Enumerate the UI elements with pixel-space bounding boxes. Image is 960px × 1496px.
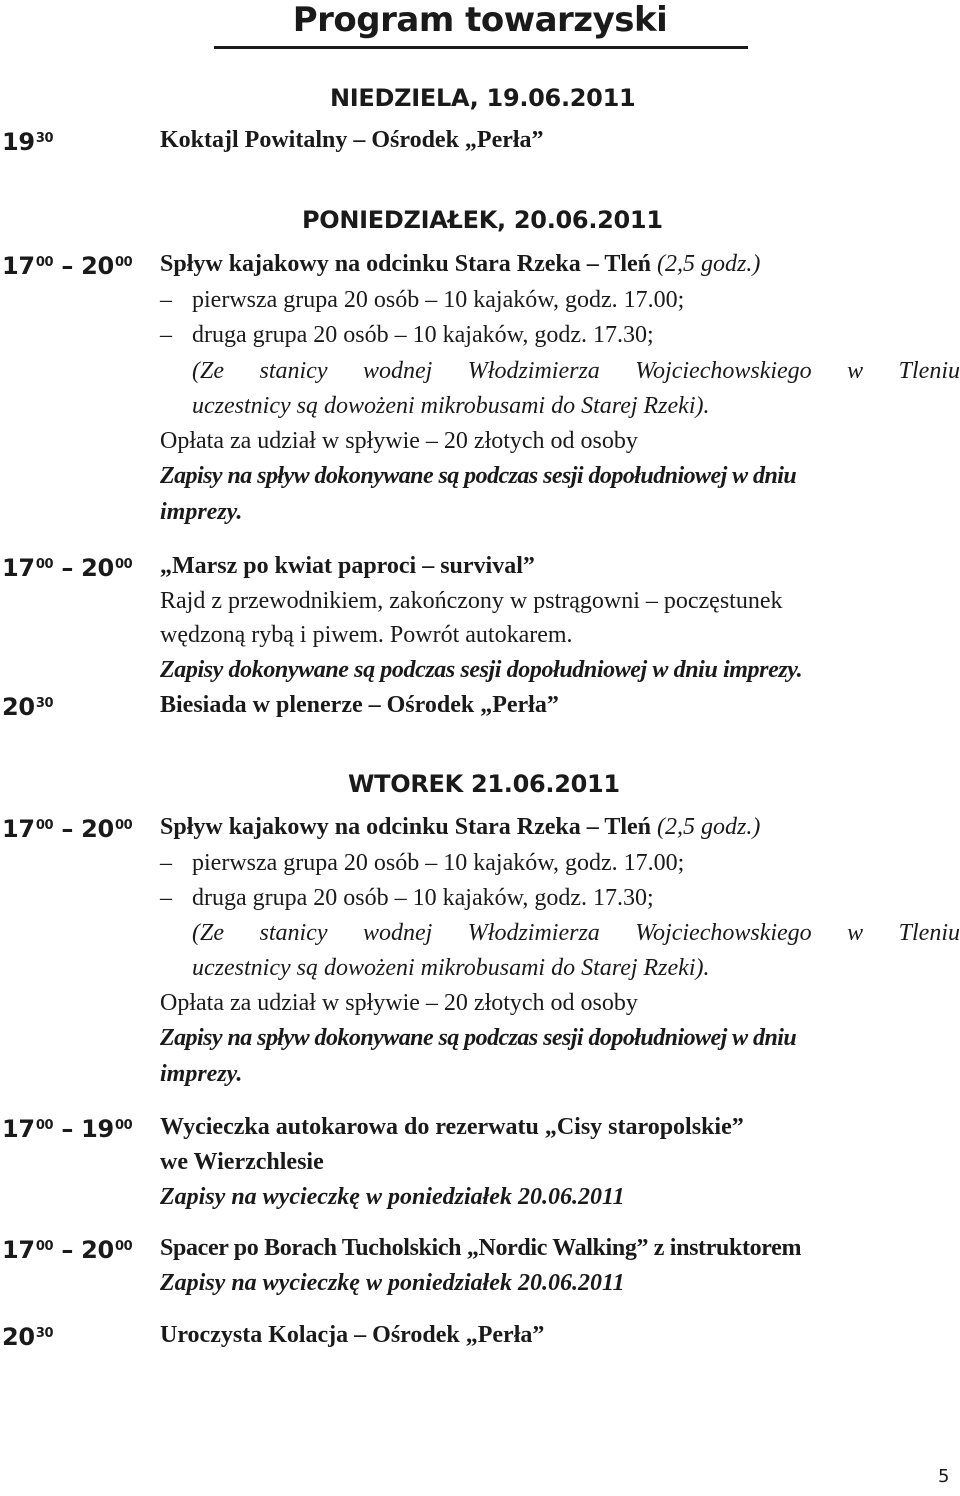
list-item: – druga grupa 20 osób – 10 kajaków, godz. 17.30; [160, 885, 654, 911]
event-time: $19^{30}$ [2, 128, 54, 156]
day-header-tuesday: WTOREK 21.06.2011 [348, 770, 620, 798]
event-title: Uroczysta Kolacja – Ośrodek „Perła” [160, 1322, 545, 1348]
event-time: $17^{00} - 19^{00}$ [2, 1115, 133, 1143]
page-title: Program towarzyski [292, 0, 668, 40]
event-note: uczestnicy są dowożeni mikrobusami do Starej Rzeki). [192, 955, 710, 981]
event-title: Wycieczka autokarowa do rezerwatu „Cisy staropolskie” [160, 1114, 744, 1140]
event-signup: Zapisy na wycieczkę w poniedziałek 20.06.2011 [160, 1184, 625, 1210]
page-number: 5 [938, 1466, 950, 1487]
event-note: (Ze stanicy wodnej Włodzimierza Wojciechowskiego w Tleniu [192, 358, 960, 384]
event-time: $17^{00} - 20^{00}$ [2, 1236, 133, 1264]
event-time: $20^{30}$ [2, 1323, 54, 1351]
event-time: $17^{00} - 20^{00}$ [2, 554, 133, 582]
event-fee: Opłata za udział w spływie – 20 złotych od osoby [160, 428, 638, 454]
day-header-monday: PONIEDZIAŁEK, 20.06.2011 [302, 206, 663, 234]
event-time: $17^{00} - 20^{00}$ [2, 252, 133, 280]
event-title: Spływ kajakowy na odcinku Stara Rzeka – Tleń (2,5 godz.) [160, 251, 761, 277]
event-signup: imprezy. [160, 499, 243, 525]
event-title: we Wierzchlesie [160, 1149, 324, 1175]
event-title: Spływ kajakowy na odcinku Stara Rzeka – Tleń (2,5 godz.) [160, 814, 761, 840]
event-signup: Zapisy na spływ dokonywane są podczas sesji dopołudniowej w dniu [160, 1025, 797, 1051]
event-signup: Zapisy dokonywane są podczas sesji dopołudniowej w dniu imprezy. [160, 657, 803, 683]
event-time: $20^{30}$ [2, 693, 54, 721]
event-title: Biesiada w plenerze – Ośrodek „Perła” [160, 692, 559, 718]
event-description: Rajd z przewodnikiem, zakończony w pstrągowni – poczęstunek [160, 588, 783, 614]
event-signup: Zapisy na wycieczkę w poniedziałek 20.06.2011 [160, 1270, 625, 1296]
list-item: – druga grupa 20 osób – 10 kajaków, godz. 17.30; [160, 322, 654, 348]
event-fee: Opłata za udział w spływie – 20 złotych od osoby [160, 990, 638, 1016]
event-title: Spacer po Borach Tucholskich „Nordic Walking” z instruktorem [160, 1235, 802, 1261]
list-item: – pierwsza grupa 20 osób – 10 kajaków, godz. 17.00; [160, 850, 685, 876]
event-signup: Zapisy na spływ dokonywane są podczas sesji dopołudniowej w dniu [160, 463, 797, 489]
event-note: (Ze stanicy wodnej Włodzimierza Wojciechowskiego w Tleniu [192, 920, 960, 946]
event-time: $17^{00} - 20^{00}$ [2, 815, 133, 843]
event-description: wędzoną rybą i piwem. Powrót autokarem. [160, 622, 573, 648]
event-title: Koktajl Powitalny – Ośrodek „Perła” [160, 127, 544, 153]
event-note: uczestnicy są dowożeni mikrobusami do Starej Rzeki). [192, 393, 710, 419]
event-title: „Marsz po kwiat paproci – survival” [160, 553, 535, 579]
title-underline [214, 46, 748, 49]
list-item: – pierwsza grupa 20 osób – 10 kajaków, godz. 17.00; [160, 287, 685, 313]
day-header-sunday: NIEDZIELA, 19.06.2011 [330, 84, 636, 112]
event-signup: imprezy. [160, 1061, 243, 1087]
